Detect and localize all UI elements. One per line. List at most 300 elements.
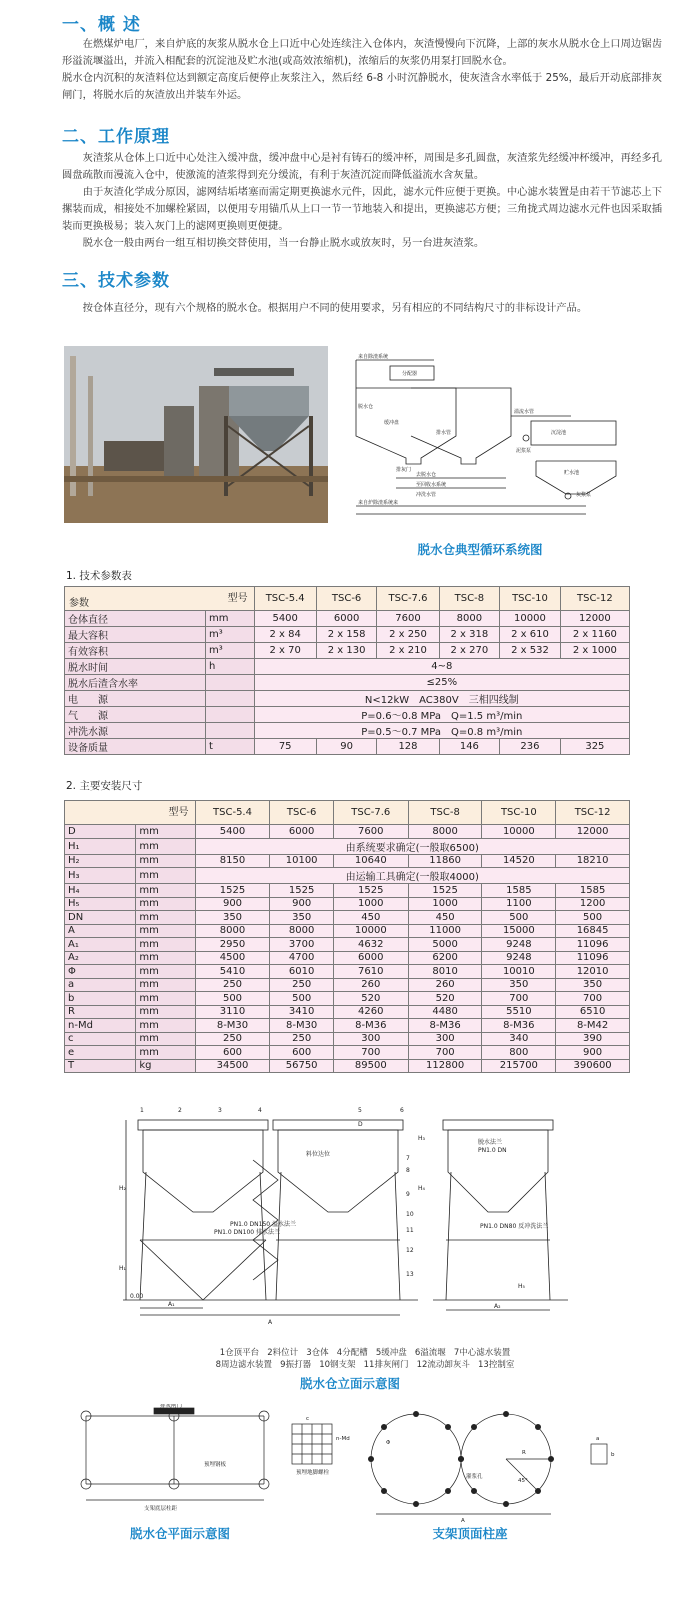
table-row — [65, 1019, 630, 1033]
table-cell: 450 — [408, 911, 482, 925]
table-row — [65, 627, 630, 643]
table-row — [65, 611, 630, 627]
table-row — [65, 992, 630, 1006]
table-cell: 390 — [556, 1032, 630, 1046]
principle-paragraph: 灰渣浆从仓体上口近中心处注入缓冲盘，缓冲盘中心是衬有铸石的缓冲杯，周围是多孔圆盘，灰渣浆先经缓冲杯缓冲，再经多孔圆盘疏散而漫流入仓中，使激流的渣浆得到充分缓流，有利于灰渣沉淀而降低溢流水含灰量。 — [62, 152, 662, 181]
table-cell: 5000 — [408, 938, 482, 952]
table-cell: 6000 — [333, 951, 408, 965]
model-header: TSC-7.6 — [333, 801, 408, 825]
row-unit: mm — [136, 951, 195, 965]
base-label: 45° — [518, 1478, 528, 1484]
table-cell: 260 — [333, 978, 408, 992]
elevation-label: A₁ — [168, 1301, 175, 1308]
table-cell: 500 — [270, 992, 333, 1006]
table-cell: 8150 — [195, 854, 270, 868]
table-cell: 600 — [195, 1046, 270, 1060]
elevation-label: PN1.0 DN — [478, 1147, 507, 1154]
table-cell: 520 — [408, 992, 482, 1006]
section-title-params: 三、技术参数 — [62, 271, 170, 291]
table-cell: 3410 — [270, 1005, 333, 1019]
table-cell: 4700 — [270, 951, 333, 965]
table-cell: 6510 — [556, 1005, 630, 1019]
table-cell: 1525 — [333, 884, 408, 898]
table-cell: P=0.5～0.7 MPa Q=0.8 m³/min — [254, 723, 629, 739]
row-unit — [206, 675, 255, 691]
row-unit: mm — [136, 911, 195, 925]
table-cell: 2 x 70 — [254, 643, 316, 659]
table-row — [65, 1005, 630, 1019]
principle-paragraph: 脱水仓一般由两台一组互相切换交替使用，当一台静止脱水或放灰时，另一台进灰渣浆。 — [82, 237, 485, 249]
row-label: 脱水后渣含水率 — [65, 675, 206, 691]
elevation-label: 8 — [406, 1167, 410, 1174]
table-cell: 8-M36 — [408, 1019, 482, 1033]
tech-table-title: 1. 技术参数表 — [66, 570, 132, 582]
table-cell: 128 — [377, 739, 439, 755]
table-cell: 1525 — [270, 884, 333, 898]
table-cell: 450 — [333, 911, 408, 925]
base-label: b — [611, 1452, 615, 1458]
table-row — [65, 884, 630, 898]
overview-text — [62, 36, 662, 104]
system-label: 排灰门 — [396, 467, 412, 473]
table-cell: 800 — [482, 1046, 556, 1060]
system-diagram — [336, 346, 636, 526]
table-cell: 2 x 1160 — [560, 627, 629, 643]
table-cell: 1585 — [556, 884, 630, 898]
row-label: H₂ — [65, 854, 136, 868]
elevation-label: 2 — [178, 1107, 182, 1114]
row-label: b — [65, 992, 136, 1006]
table-cell: 8000 — [408, 825, 482, 839]
table-cell: 5400 — [195, 825, 270, 839]
row-unit: mm — [136, 978, 195, 992]
table-cell: 260 — [408, 978, 482, 992]
table-cell: 4260 — [333, 1005, 408, 1019]
table-cell: 1000 — [408, 897, 482, 911]
table-row — [65, 965, 630, 979]
row-label: A₁ — [65, 938, 136, 952]
base-label: c — [306, 1416, 310, 1422]
system-label: 沉淀池 — [551, 430, 567, 436]
table-cell: 700 — [482, 992, 556, 1006]
row-unit — [206, 723, 255, 739]
elevation-label: PN1.0 DN100 排水法兰 — [214, 1229, 281, 1236]
row-label: e — [65, 1046, 136, 1060]
row-label: n-Md — [65, 1019, 136, 1033]
corner-param-label: 参数 — [69, 598, 89, 609]
legend-item: 3仓体 — [306, 1348, 329, 1358]
elevation-label: 13 — [406, 1271, 414, 1278]
table-cell: 146 — [439, 739, 500, 755]
legend-item: 13控制室 — [478, 1360, 515, 1370]
elevation-label: PN1.0 DN80 反冲洗法兰 — [480, 1223, 549, 1230]
table-corner-cell — [65, 801, 196, 825]
elevation-label: 12 — [406, 1247, 414, 1254]
table-cell: N<12kW AC380V 三相四线制 — [254, 691, 629, 707]
table-cell: 520 — [333, 992, 408, 1006]
table-cell: 7600 — [333, 825, 408, 839]
legend-item: 8周边滤水装置 — [215, 1360, 273, 1370]
table-cell: 250 — [195, 1032, 270, 1046]
table-cell: 8000 — [195, 924, 270, 938]
table-cell: 8010 — [408, 965, 482, 979]
model-header: TSC-12 — [556, 801, 630, 825]
table-row — [65, 825, 630, 839]
table-row — [65, 1059, 630, 1073]
row-label: 最大容积 — [65, 627, 206, 643]
table-cell: 2950 — [195, 938, 270, 952]
row-label: Φ — [65, 965, 136, 979]
row-label: a — [65, 978, 136, 992]
elevation-label: 10 — [406, 1211, 414, 1218]
row-unit: mm — [136, 897, 195, 911]
row-label: 设备质量 — [65, 739, 206, 755]
row-label: 气 源 — [65, 707, 206, 723]
table-cell: 300 — [408, 1032, 482, 1046]
table-corner-cell — [65, 587, 255, 611]
table-cell: 8000 — [439, 611, 500, 627]
row-unit: mm — [136, 965, 195, 979]
row-label: D — [65, 825, 136, 839]
base-label: 预埋地脚螺栓 — [296, 1470, 330, 1476]
table-cell: 350 — [482, 978, 556, 992]
params-intro-paragraph: 按仓体直径分，现有六个规格的脱水仓。根据用户不同的使用要求，另有相应的不同结构尺寸的非标设计产品。 — [82, 302, 588, 314]
table-cell: 9248 — [482, 951, 556, 965]
table-cell: 215700 — [482, 1059, 556, 1073]
table-cell: 10100 — [270, 854, 333, 868]
legend-item: 2料位计 — [267, 1348, 299, 1358]
table-row — [65, 951, 630, 965]
table-cell: 2 x 610 — [500, 627, 561, 643]
table-cell: 2 x 270 — [439, 643, 500, 659]
row-unit: mm — [136, 938, 195, 952]
plan-caption: 脱水仓平面示意图 — [129, 1526, 230, 1541]
table-cell: 700 — [333, 1046, 408, 1060]
row-unit: mm — [136, 854, 195, 868]
model-header: TSC-5.4 — [254, 587, 316, 611]
table-cell: 900 — [270, 897, 333, 911]
elevation-label: H₁ — [119, 1265, 126, 1272]
table-row — [65, 1032, 630, 1046]
row-unit: kg — [136, 1059, 195, 1073]
table-row — [65, 838, 630, 854]
model-header: TSC-10 — [500, 587, 561, 611]
table-cell: 2 x 318 — [439, 627, 500, 643]
elevation-label: 5 — [358, 1107, 362, 1114]
legend-item: 6溢流堰 — [414, 1348, 446, 1358]
table-cell: 900 — [195, 897, 270, 911]
table-cell: 500 — [482, 911, 556, 925]
elevation-label: A₂ — [494, 1303, 501, 1310]
table-cell: 1525 — [195, 884, 270, 898]
table-cell: 14520 — [482, 854, 556, 868]
system-label: 灰浆泵 — [576, 492, 592, 498]
table-row — [65, 924, 630, 938]
table-row — [65, 868, 630, 884]
row-unit: mm — [136, 1005, 195, 1019]
tech-params-table — [64, 586, 630, 755]
table-row — [65, 978, 630, 992]
table-cell: 1100 — [482, 897, 556, 911]
row-label: H₃ — [65, 868, 136, 884]
table-cell: 9248 — [482, 938, 556, 952]
elevation-label: 4 — [258, 1107, 262, 1114]
row-unit: mm — [136, 1032, 195, 1046]
table-cell: 10010 — [482, 965, 556, 979]
table-cell: 12010 — [556, 965, 630, 979]
table-cell: 4632 — [333, 938, 408, 952]
table-row — [65, 1046, 630, 1060]
table-cell: 2 x 158 — [316, 627, 377, 643]
row-unit: mm — [136, 868, 195, 884]
row-label: DN — [65, 911, 136, 925]
elevation-label: H₂ — [119, 1185, 126, 1192]
table-row — [65, 707, 630, 723]
table-cell: 4500 — [195, 951, 270, 965]
table-cell: 8-M30 — [270, 1019, 333, 1033]
plan-label: 预埋钢板 — [204, 1462, 227, 1468]
system-label: 来自炉除渣系统来 — [358, 500, 399, 506]
row-label: A₂ — [65, 951, 136, 965]
table-cell: P=0.6～0.8 MPa Q=1.5 m³/min — [254, 707, 629, 723]
table-cell: 15000 — [482, 924, 556, 938]
table-cell: 250 — [195, 978, 270, 992]
row-unit: mm — [136, 1046, 195, 1060]
elevation-label: 6 — [400, 1107, 404, 1114]
row-unit: m³ — [206, 627, 255, 643]
table-cell: 8-M36 — [482, 1019, 556, 1033]
elevation-label: 3 — [218, 1107, 222, 1114]
row-unit: mm — [136, 884, 195, 898]
table-cell: 600 — [270, 1046, 333, 1060]
table-row — [65, 854, 630, 868]
table-cell: 4~8 — [254, 659, 629, 675]
table-cell: 90 — [316, 739, 377, 755]
table-cell: 11860 — [408, 854, 482, 868]
table-cell: 10000 — [500, 611, 561, 627]
elevation-label: H₄ — [418, 1185, 425, 1192]
legend-item: 7中心滤水装置 — [453, 1348, 511, 1358]
legend-item: 9振打器 — [280, 1360, 312, 1370]
system-label: 泥浆泵 — [516, 448, 532, 454]
base-caption: 支架顶面柱座 — [432, 1526, 508, 1541]
elevation-label: A — [268, 1319, 273, 1326]
table-cell: 5400 — [254, 611, 316, 627]
table-cell: 1200 — [556, 897, 630, 911]
table-cell: 12000 — [560, 611, 629, 627]
row-unit: mm — [136, 1019, 195, 1033]
table-cell: 500 — [556, 911, 630, 925]
system-label: 排水管 — [436, 430, 452, 436]
row-label: H₄ — [65, 884, 136, 898]
legend-item: 5缓冲盘 — [375, 1348, 407, 1358]
row-label: R — [65, 1005, 136, 1019]
elevation-label: 9 — [406, 1191, 410, 1198]
table-row — [65, 911, 630, 925]
table-cell: 8-M42 — [556, 1019, 630, 1033]
table-cell: 10000 — [482, 825, 556, 839]
table-cell: 34500 — [195, 1059, 270, 1073]
table-cell: 1585 — [482, 884, 556, 898]
base-label: a — [596, 1436, 600, 1442]
table-cell: 89500 — [333, 1059, 408, 1073]
system-label: 冲洗水管 — [416, 492, 437, 498]
row-label: 有效容积 — [65, 643, 206, 659]
table-row — [65, 691, 630, 707]
table-cell: 6010 — [270, 965, 333, 979]
table-cell: 2 x 210 — [377, 643, 439, 659]
base-label: n-Md — [336, 1436, 350, 1442]
table-cell: 1525 — [408, 884, 482, 898]
table-cell: 350 — [556, 978, 630, 992]
table-cell: 8000 — [270, 924, 333, 938]
base-label: R — [522, 1450, 526, 1456]
table-cell: ≤25% — [254, 675, 629, 691]
elevation-label: H₃ — [418, 1135, 425, 1142]
row-label: H₅ — [65, 897, 136, 911]
model-header: TSC-8 — [439, 587, 500, 611]
principle-text — [62, 150, 662, 252]
table-cell: 4480 — [408, 1005, 482, 1019]
table-cell: 6000 — [270, 825, 333, 839]
base-label: A — [461, 1518, 465, 1524]
table-row — [65, 938, 630, 952]
elevation-label: 7 — [406, 1155, 410, 1162]
row-unit: t — [206, 739, 255, 755]
table-cell: 325 — [560, 739, 629, 755]
table-cell: 10640 — [333, 854, 408, 868]
install-dims-table — [64, 800, 630, 1073]
elevation-label: PN1.0 DN150 溢水法兰 — [230, 1221, 297, 1228]
table-cell: 2 x 130 — [316, 643, 377, 659]
system-label: 来自除渣系统 — [358, 354, 389, 360]
model-header: TSC-6 — [316, 587, 377, 611]
params-intro — [62, 300, 662, 317]
elevation-label: D — [358, 1121, 363, 1128]
plan-drawing — [74, 1404, 274, 1514]
corner-model-label: 型号 — [168, 807, 189, 818]
table-cell: 900 — [556, 1046, 630, 1060]
system-label: 分配器 — [402, 371, 418, 377]
table-cell: 3700 — [270, 938, 333, 952]
table-cell: 700 — [556, 992, 630, 1006]
legend-item: 4分配槽 — [336, 1348, 368, 1358]
table-cell: 390600 — [556, 1059, 630, 1073]
table-cell: 6200 — [408, 951, 482, 965]
base-drawing — [286, 1404, 626, 1524]
section-title-overview: 一、概 述 — [62, 15, 141, 35]
row-unit: mm — [206, 611, 255, 627]
table-cell: 2 x 250 — [377, 627, 439, 643]
legend-item: 10钢支架 — [319, 1360, 356, 1370]
row-unit — [206, 691, 255, 707]
table-cell: 700 — [408, 1046, 482, 1060]
system-diagram-caption: 脱水仓典型循环系统图 — [417, 542, 543, 557]
corner-model-label: 型号 — [227, 593, 248, 604]
table-cell: 2 x 1000 — [560, 643, 629, 659]
table-row — [65, 659, 630, 675]
system-label: 贮水池 — [564, 470, 580, 476]
model-header: TSC-7.6 — [377, 587, 439, 611]
table-cell: 11096 — [556, 938, 630, 952]
elevation-label: 脱水法兰 — [478, 1139, 503, 1146]
table-cell: 16845 — [556, 924, 630, 938]
row-unit: h — [206, 659, 255, 675]
table-cell: 236 — [500, 739, 561, 755]
table-row — [65, 739, 630, 755]
table-cell: 由运输工具确定(一般取4000) — [195, 868, 629, 884]
elevation-caption: 脱水仓立面示意图 — [299, 1376, 400, 1391]
table-header-row — [65, 801, 630, 825]
table-cell: 1000 — [333, 897, 408, 911]
elevation-label: 0.00 — [130, 1293, 144, 1300]
table-cell: 8-M36 — [333, 1019, 408, 1033]
row-label: 冲洗水源 — [65, 723, 206, 739]
table-cell: 3110 — [195, 1005, 270, 1019]
plant-photo — [64, 346, 328, 523]
table-cell: 10000 — [333, 924, 408, 938]
plan-label: 支架底层柱距 — [144, 1506, 178, 1512]
row-unit: mm — [136, 825, 195, 839]
table-cell: 300 — [333, 1032, 408, 1046]
table-cell: 7600 — [377, 611, 439, 627]
table-cell: 250 — [270, 978, 333, 992]
table-cell: 由系统要求确定(一般取6500) — [195, 838, 629, 854]
model-header: TSC-5.4 — [195, 801, 270, 825]
base-label: Φ — [386, 1440, 391, 1446]
table-cell: 112800 — [408, 1059, 482, 1073]
table-cell: 350 — [270, 911, 333, 925]
system-label: 缓冲盘 — [384, 420, 400, 426]
base-label: 灌浆孔 — [466, 1474, 483, 1480]
table-cell: 11096 — [556, 951, 630, 965]
row-label: 电 源 — [65, 691, 206, 707]
table-cell: 11000 — [408, 924, 482, 938]
table-cell: 56750 — [270, 1059, 333, 1073]
system-label: 溢流水管 — [514, 409, 535, 415]
table-cell: 7610 — [333, 965, 408, 979]
table-cell: 8-M30 — [195, 1019, 270, 1033]
install-table-title: 2. 主要安装尺寸 — [66, 780, 143, 792]
table-cell: 250 — [270, 1032, 333, 1046]
system-label: 脱水仓 — [358, 404, 374, 410]
legend-item: 12流动卸灰斗 — [416, 1360, 470, 1370]
model-header: TSC-6 — [270, 801, 333, 825]
system-label: 至回收水系统 — [416, 482, 447, 488]
table-cell: 500 — [195, 992, 270, 1006]
elevation-label: H₅ — [518, 1283, 525, 1290]
table-cell: 75 — [254, 739, 316, 755]
elevation-label: 1 — [140, 1107, 144, 1114]
table-cell: 2 x 84 — [254, 627, 316, 643]
table-row — [65, 723, 630, 739]
row-label: c — [65, 1032, 136, 1046]
model-header: TSC-10 — [482, 801, 556, 825]
row-unit: mm — [136, 838, 195, 854]
table-cell: 5410 — [195, 965, 270, 979]
overview-paragraph: 在燃煤炉电厂，来自炉底的灰浆从脱水仓上口近中心处连续注入仓体内，灰渣慢慢向下沉降，上部的灰水从脱水仓上口周边锯齿形溢流堰溢出，并流入相配套的沉淀池及贮水池(或高效浓缩机)，浓缩后的灰浆仍用泵打回脱水仓。 — [62, 38, 662, 67]
table-cell: 350 — [195, 911, 270, 925]
section-title-principle: 二、工作原理 — [62, 127, 170, 147]
principle-paragraph: 由于灰渣化学成分原因，滤网结垢堵塞而需定期更换滤水元件，因此，滤水元件应便于更换。中心滤水装置是由若干节滤芯上下摞装而成，相接处不加螺栓紧固，以便用专用锚爪从上口一节一节地装入和提出，更换滤芯方便；三角拢式周边滤水元件也因采取插装而更换极易；装入灰门上的滤网更换则更便捷。 — [62, 186, 662, 232]
table-cell: 12000 — [556, 825, 630, 839]
row-label: A — [65, 924, 136, 938]
row-unit: m³ — [206, 643, 255, 659]
row-unit: mm — [136, 992, 195, 1006]
table-cell: 2 x 532 — [500, 643, 561, 659]
row-label: T — [65, 1059, 136, 1073]
table-cell: 6000 — [316, 611, 377, 627]
